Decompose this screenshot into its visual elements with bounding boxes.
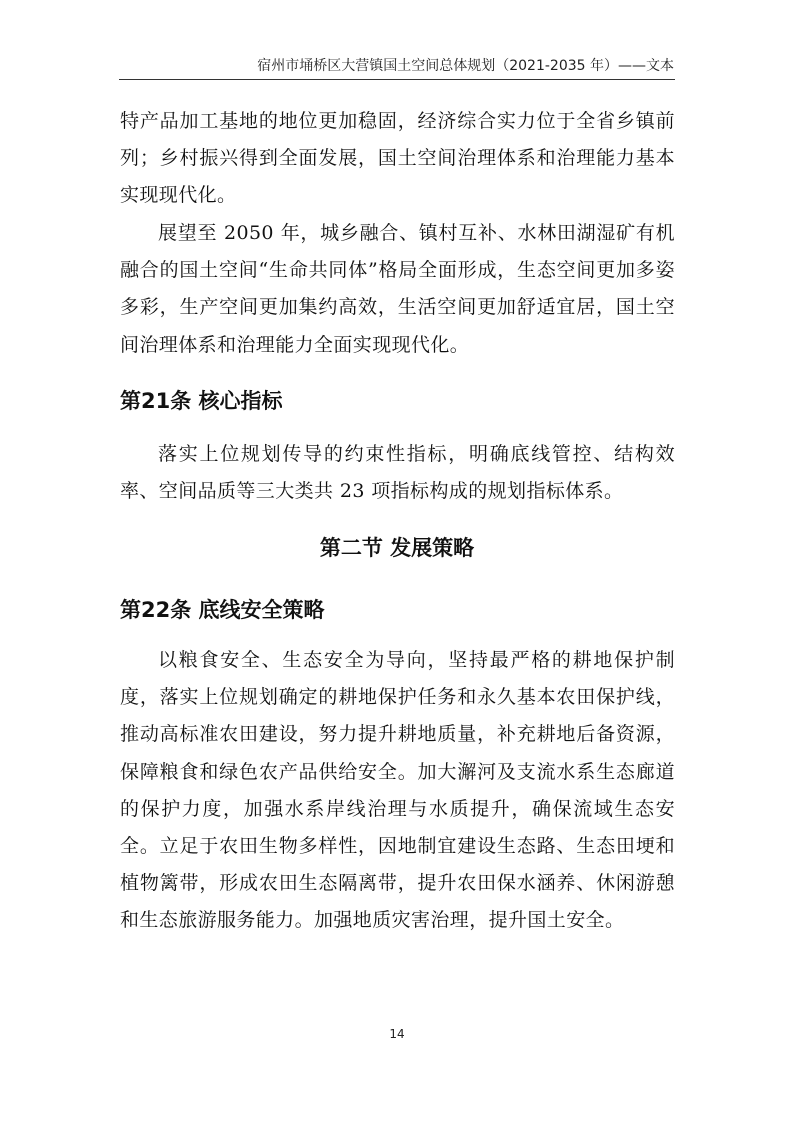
header-divider <box>119 79 675 80</box>
section-2-heading: 第二节 发展策略 <box>319 536 475 560</box>
paragraph-bottom-line-safety: 以粮食安全、生态安全为导向，坚持最严格的耕地保护制度，落实上位规划确定的耕地保护任务和永久基本农田保护线，推动高标准农田建设，努力提升耕地质量，补充耕地后备资源，保障粮食和绿色农产品供给安全。加大澥河及支流水系生态廊道的保护力度，加强水系岸线治理与水质提升，确保流域生态安全。立足于农田生物多样性，因地制宜建设生态路、生态田埂和植物篱带，形成农田生态隔离带，提升农田保水涵养、休闲游憩和生态旅游服务能力。加强地质灾害治理，提升国土安全。 <box>120 649 675 932</box>
paragraph-vision-2035-continued: 特产品加工基地的地位更加稳固，经济综合实力位于全省乡镇前列；乡村振兴得到全面发展，国土空间治理体系和治理能力基本实现现代化。 <box>120 110 675 207</box>
article-21-heading: 第21条 核心指标 <box>120 389 283 413</box>
page-number: 14 <box>389 1027 405 1041</box>
paragraph-vision-2050: 展望至 2050 年，城乡融合、镇村互补、水林田湖湿矿有机融合的国土空间“生命共同体”格局全面形成，生态空间更加多姿多彩，生产空间更加集约高效，生活空间更加舒适宜居，国土空间治理体系和治理能力全面实现现代化。 <box>120 222 675 356</box>
paragraph-core-indicators: 落实上位规划传导的约束性指标，明确底线管控、结构效率、空间品质等三大类共 23 项指标构成的规划指标体系。 <box>120 443 675 503</box>
running-header: 宿州市埇桥区大营镇国土空间总体规划（2021-2035 年）——文本 <box>257 58 674 74</box>
article-22-heading: 第22条 底线安全策略 <box>120 598 325 622</box>
